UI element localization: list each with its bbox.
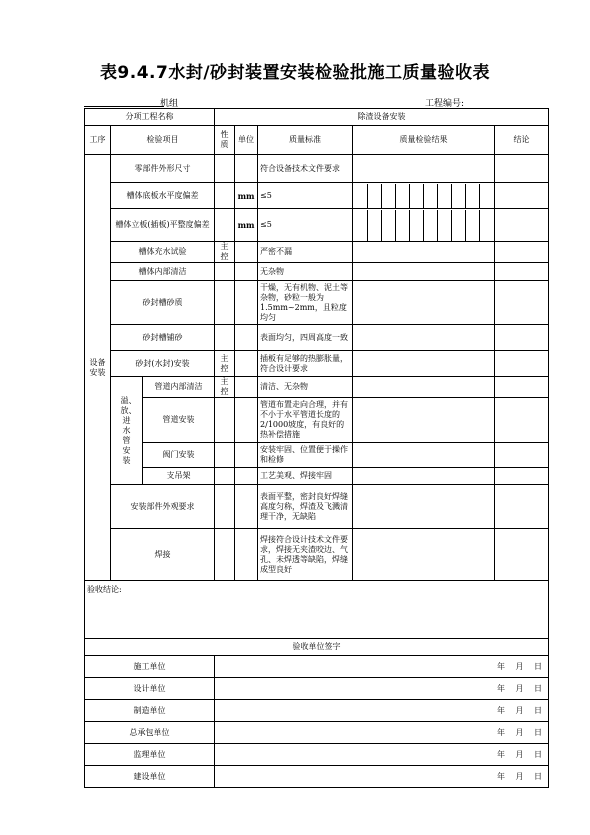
row-item: 槽体内部清洁 [111, 263, 215, 281]
row-unit [235, 485, 258, 529]
group-label: 机组 [160, 99, 179, 109]
col-process: 工序 [85, 126, 111, 155]
measure-cell[interactable] [480, 184, 494, 208]
measure-cell[interactable] [395, 184, 409, 208]
row-unit: mm [235, 209, 258, 242]
row-conclusion[interactable] [495, 468, 549, 485]
row-unit [235, 377, 258, 398]
row-standard: 表面平整，密封良好焊缝高度匀称，焊渣及飞溅清理干净，无缺陷 [258, 485, 353, 529]
signature-row [85, 678, 549, 700]
row-unit [235, 468, 258, 485]
row-standard: 焊接符合设计技术文件要求，焊接无夹渣咬边、气孔、未焊透等缺陷，焊缝成型良好 [258, 529, 353, 581]
row-conclusion[interactable] [495, 485, 549, 529]
row-nature [215, 468, 235, 485]
row-result[interactable] [353, 281, 495, 325]
row-item: 安装部件外观要求 [111, 485, 215, 529]
table-row [85, 242, 549, 263]
signature-row [85, 766, 549, 788]
row-item: 砂封槽铺砂 [111, 325, 215, 351]
measure-cell[interactable] [424, 210, 438, 241]
measure-cell[interactable] [466, 184, 480, 208]
signature-unit: 监理单位 [85, 744, 215, 766]
row-item: 砂封槽砂质 [111, 281, 215, 325]
signature-date[interactable]: 年 月 日 [215, 700, 549, 722]
signature-row [85, 700, 549, 722]
row-unit [235, 443, 258, 468]
row-conclusion[interactable] [495, 351, 549, 377]
row-item: 零部件外形尺寸 [111, 155, 215, 183]
group-underline [84, 106, 164, 107]
row-unit [235, 351, 258, 377]
table-row [85, 183, 549, 209]
measure-cell[interactable] [438, 184, 452, 208]
row-nature [215, 325, 235, 351]
col-standard: 质量标准 [258, 126, 353, 155]
table-row [85, 281, 549, 325]
row-unit [235, 155, 258, 183]
col-nature: 性质 [215, 126, 235, 155]
row-standard: 安装牢固、位置便于操作和检修 [258, 443, 353, 468]
col-result: 质量检验结果 [353, 126, 495, 155]
project-no-label: 工程编号: [425, 99, 465, 109]
row-conclusion[interactable] [495, 398, 549, 443]
row-unit: mm [235, 183, 258, 209]
table-row [85, 468, 549, 485]
measure-cell[interactable] [367, 184, 381, 208]
row-standard: 管道布置走向合理，并有不小于水平管道长度的2/1000坡度，有良好的热补偿措施 [258, 398, 353, 443]
row-standard: 插板有足够的热膨胀量，符合设计要求 [258, 351, 353, 377]
measure-cell[interactable] [466, 210, 480, 241]
signature-date[interactable]: 年 月 日 [215, 722, 549, 744]
signature-unit: 施工单位 [85, 656, 215, 678]
row-unit [235, 242, 258, 263]
row-item: 槽体充水试验 [111, 242, 215, 263]
row-result[interactable] [353, 263, 495, 281]
row-nature [215, 443, 235, 468]
signature-title: 验收单位签字 [85, 639, 549, 656]
measure-cell[interactable] [381, 184, 395, 208]
row-conclusion[interactable] [495, 529, 549, 581]
measurement-grid[interactable] [353, 209, 495, 242]
acceptance-conclusion-label: 验收结论: [87, 585, 122, 594]
row-nature [215, 485, 235, 529]
measure-cell[interactable] [409, 210, 423, 241]
row-conclusion[interactable] [495, 281, 549, 325]
measure-cell[interactable] [452, 184, 466, 208]
row-result[interactable] [353, 242, 495, 263]
row-result[interactable] [353, 325, 495, 351]
signature-date[interactable]: 年 月 日 [215, 744, 549, 766]
col-unit: 单位 [235, 126, 258, 155]
measure-cell[interactable] [367, 210, 381, 241]
row-result[interactable] [353, 377, 495, 398]
row-result[interactable] [353, 398, 495, 443]
signature-unit: 设计单位 [85, 678, 215, 700]
row-standard: ≤5 [258, 183, 353, 209]
row-nature [215, 281, 235, 325]
col-item: 检验项目 [111, 126, 215, 155]
sub-project-value: 除渣设备安装 [215, 109, 549, 126]
measure-cell[interactable] [452, 210, 466, 241]
signature-unit: 建设单位 [85, 766, 215, 788]
row-conclusion[interactable] [495, 263, 549, 281]
row-unit [235, 398, 258, 443]
table-row [85, 263, 549, 281]
row-standard: 工艺美观、焊接牢固 [258, 468, 353, 485]
signature-unit: 总承包单位 [85, 722, 215, 744]
inspection-table [84, 108, 549, 788]
signature-date[interactable]: 年 月 日 [215, 766, 549, 788]
row-unit [235, 281, 258, 325]
row-result[interactable] [353, 485, 495, 529]
row-result[interactable] [353, 443, 495, 468]
row-standard: 清洁、无杂物 [258, 377, 353, 398]
sub-project-row [85, 109, 549, 126]
table-row [85, 325, 549, 351]
signature-row [85, 744, 549, 766]
row-nature: 主控 [215, 351, 235, 377]
signature-date[interactable]: 年 月 日 [215, 678, 549, 700]
row-nature: 主控 [215, 377, 235, 398]
conclusion-row [85, 581, 549, 639]
row-unit [235, 325, 258, 351]
row-item: 阀门安装 [143, 443, 215, 468]
row-standard: ≤5 [258, 209, 353, 242]
column-header-row [85, 126, 549, 155]
signature-row [85, 656, 549, 678]
table-row [85, 351, 549, 377]
row-standard: 严密不漏 [258, 242, 353, 263]
row-conclusion[interactable] [495, 443, 549, 468]
measure-cell[interactable] [438, 210, 452, 241]
sub-section-label: 溢、放、进水管安装 [111, 377, 143, 485]
row-item: 管道内部清洁 [143, 377, 215, 398]
table-row [85, 398, 549, 443]
row-standard: 无杂物 [258, 263, 353, 281]
row-standard: 表面均匀，四周高度一致 [258, 325, 353, 351]
row-standard: 符合设备技术文件要求 [258, 155, 353, 183]
row-nature [215, 209, 235, 242]
row-conclusion[interactable] [495, 325, 549, 351]
measure-cell[interactable] [395, 210, 409, 241]
measure-cell[interactable] [424, 184, 438, 208]
row-standard: 干燥，无有机物、泥土等杂物，砂粒一般为1.5mm~2mm，且粒度均匀 [258, 281, 353, 325]
table-row [85, 529, 549, 581]
row-result[interactable] [353, 529, 495, 581]
row-item: 砂封(水封)安装 [111, 351, 215, 377]
measurement-grid[interactable] [353, 183, 495, 209]
row-result[interactable] [353, 351, 495, 377]
row-item: 支吊架 [143, 468, 215, 485]
row-item: 槽体底板水平度偏差 [111, 183, 215, 209]
section-label: 设备安装 [85, 155, 111, 581]
signature-date[interactable]: 年 月 日 [215, 656, 549, 678]
row-item: 管道安装 [143, 398, 215, 443]
measure-cell[interactable] [353, 184, 367, 208]
table-row [85, 155, 549, 183]
row-nature [215, 183, 235, 209]
measure-cell[interactable] [409, 184, 423, 208]
row-nature [215, 398, 235, 443]
row-nature: 主控 [215, 242, 235, 263]
acceptance-conclusion[interactable] [85, 581, 549, 639]
signature-row [85, 722, 549, 744]
table-row [85, 485, 549, 529]
table-row [85, 443, 549, 468]
row-conclusion[interactable] [495, 242, 549, 263]
measure-cell[interactable] [381, 210, 395, 241]
row-conclusion[interactable] [495, 183, 549, 209]
table-row [85, 377, 549, 398]
measure-cell[interactable] [353, 210, 367, 241]
row-conclusion[interactable] [495, 155, 549, 183]
row-nature [215, 529, 235, 581]
row-conclusion[interactable] [495, 209, 549, 242]
signature-title-row [85, 639, 549, 656]
row-item: 焊接 [111, 529, 215, 581]
sub-project-label: 分项工程名称 [85, 109, 215, 126]
measure-cell[interactable] [480, 210, 494, 241]
row-nature [215, 263, 235, 281]
row-nature [215, 155, 235, 183]
row-unit [235, 529, 258, 581]
page-title: 表9.4.7水封/砂封装置安装检验批施工质量验收表 [99, 63, 491, 83]
row-unit [235, 263, 258, 281]
row-conclusion[interactable] [495, 377, 549, 398]
row-result[interactable] [353, 468, 495, 485]
signature-unit: 制造单位 [85, 700, 215, 722]
row-result[interactable] [353, 155, 495, 183]
table-row [85, 209, 549, 242]
col-conclusion: 结论 [495, 126, 549, 155]
row-item: 槽体立板(插板)平整度偏差 [111, 209, 215, 242]
